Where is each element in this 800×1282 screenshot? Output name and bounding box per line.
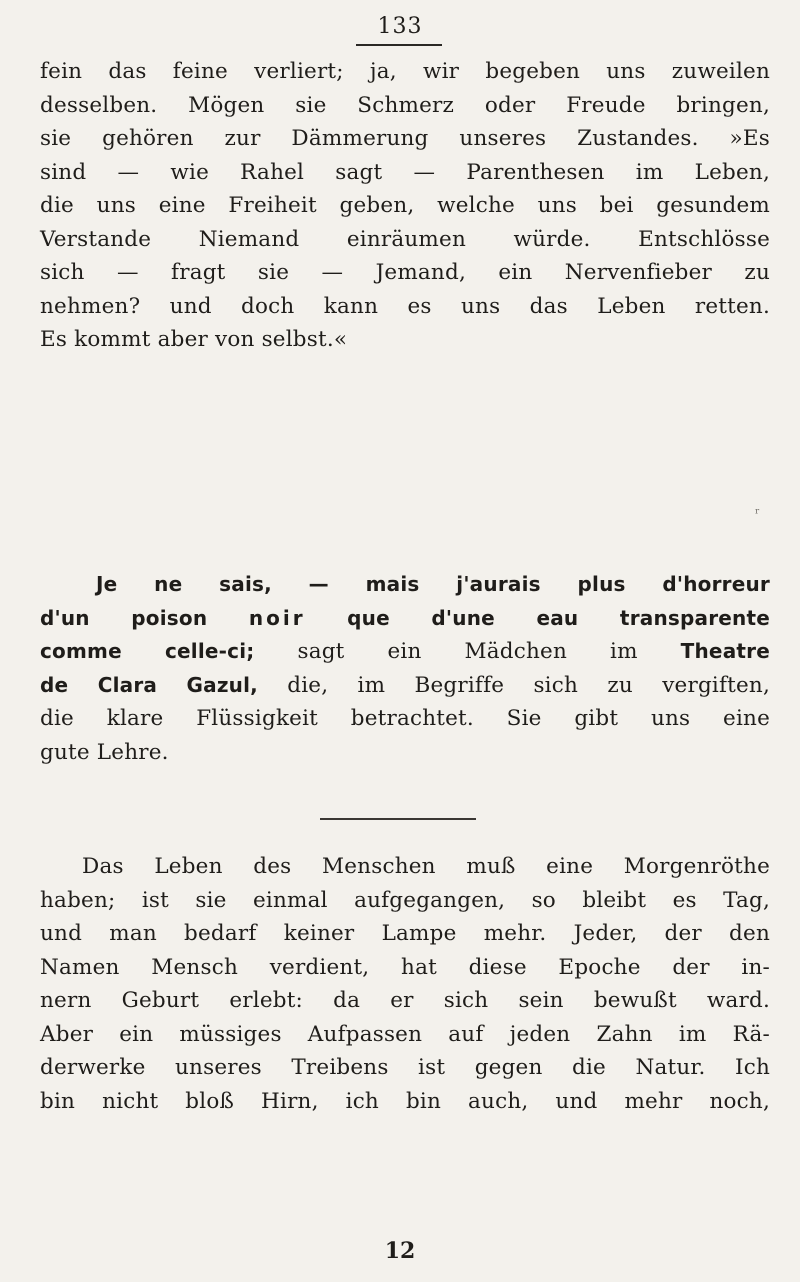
text-line: nehmen? und doch kann es uns das Leben retten. bbox=[40, 293, 770, 319]
text-line: die uns eine Freiheit geben, welche uns bei gesundem bbox=[40, 193, 770, 218]
text-line: desselben. Mögen sie Schmerz oder Freude bringen, bbox=[40, 92, 770, 118]
text-line: nern Geburt erlebt: da er sich sein bewußt ward. bbox=[40, 988, 770, 1013]
german-fragment: die, im Begriffe sich zu vergiften, bbox=[257, 672, 770, 698]
mixed-line bbox=[40, 669, 770, 703]
mixed-line bbox=[40, 635, 770, 669]
french-fragment: d'un poison bbox=[40, 605, 249, 630]
text-line: sie gehören zur Dämmerung unseres Zustandes. »Es bbox=[40, 126, 770, 151]
french-fragment: comme celle-ci; bbox=[40, 639, 255, 663]
paragraph-rahel-quote bbox=[40, 55, 770, 357]
text-line: sind — wie Rahel sagt — Parenthesen im Leben, bbox=[40, 159, 770, 185]
french-quote-line: Je ne sais, — mais j'aurais plus d'horreur bbox=[96, 572, 770, 596]
mixed-line bbox=[40, 602, 770, 636]
page-number-rule bbox=[356, 44, 442, 46]
french-fragment: que d'une eau transparente bbox=[305, 605, 770, 630]
text-line: Verstande Niemand einräumen würde. Entschlösse bbox=[40, 226, 770, 252]
text-line: haben; ist sie einmal aufgegangen, so bleibt es Tag, bbox=[40, 887, 770, 913]
text-line: und man bedarf keiner Lampe mehr. Jeder, der den bbox=[40, 921, 770, 946]
text-line: Das Leben des Menschen muß eine Morgenröthe bbox=[82, 854, 770, 879]
section-divider bbox=[320, 818, 476, 820]
page-number: 133 bbox=[377, 14, 423, 39]
text-line: gute Lehre. bbox=[40, 739, 169, 765]
text-line: fein das feine verliert; ja, wir begeben uns zuweilen bbox=[40, 59, 770, 84]
text-line: bin nicht bloß Hirn, ich bin auch, und mehr noch, bbox=[40, 1088, 770, 1114]
french-fragment: Theatre bbox=[680, 639, 770, 663]
german-fragment: sagt ein Mädchen im bbox=[254, 639, 681, 664]
text-line: Aber ein müssiges Aufpassen auf jeden Zahn im Rä- bbox=[40, 1021, 770, 1047]
text-line: Namen Mensch verdient, hat diese Epoche der in- bbox=[40, 954, 770, 980]
text-line: die klare Flüssigkeit betrachtet. Sie gibt uns eine bbox=[40, 706, 770, 731]
paragraph-morgenroethe bbox=[40, 850, 770, 1118]
signature-mark: 12 bbox=[384, 1238, 416, 1264]
text-line: sich — fragt sie — Jemand, ein Nervenfieber zu bbox=[40, 260, 770, 285]
text-line: derwerke unseres Treibens ist gegen die Natur. Ich bbox=[40, 1055, 770, 1080]
stray-mark: ʳ bbox=[755, 506, 760, 522]
paragraph-clara-gazul bbox=[40, 568, 770, 769]
french-spaced-word: noir bbox=[248, 605, 306, 630]
french-fragment: de Clara Gazul, bbox=[40, 672, 258, 697]
text-line: Es kommt aber von selbst.« bbox=[40, 327, 348, 352]
